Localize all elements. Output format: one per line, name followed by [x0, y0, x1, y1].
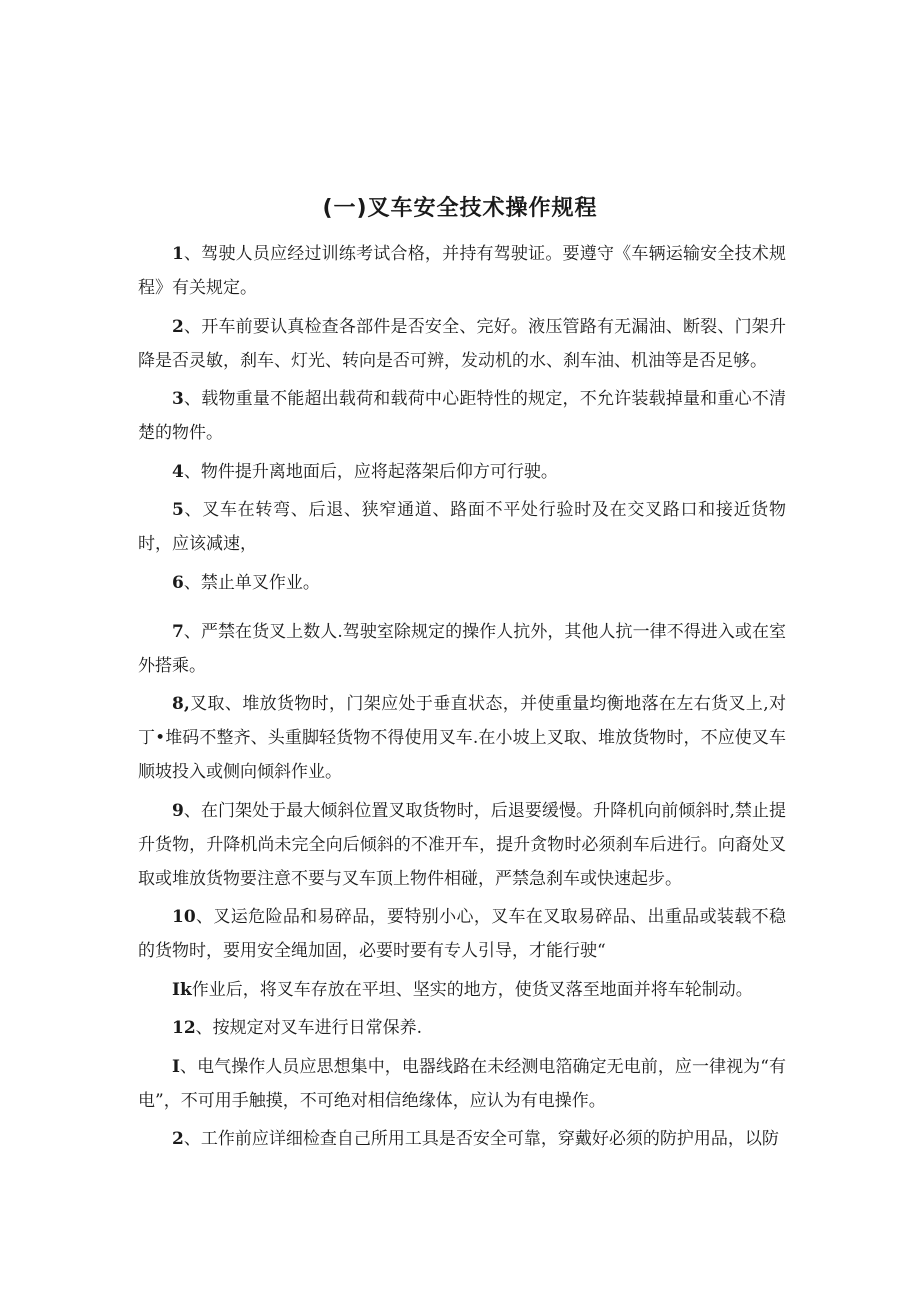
- paragraph-12: [138, 1011, 786, 1045]
- paragraph-1: [138, 237, 786, 305]
- paragraph-text: 、在门架处于最大倾斜位置叉取货物时，后退要缓慢。升降机向前倾斜时,禁止提升货物，升降机尚未完全向后倾斜的不准开车，提升贪物时必须刹车后进行。向裔处叉取或堆放货物要注意不要与叉车顶上物件相碰，严禁急刹车或快速起步。: [138, 800, 786, 889]
- paragraph-number: 5: [172, 500, 184, 520]
- paragraph-number: 8,: [172, 694, 190, 714]
- paragraph-number: 9: [172, 800, 184, 821]
- paragraph-text: 、按规定对叉车进行日常保养.: [195, 1018, 423, 1038]
- paragraph-text: 、驾驶人员应经过训练考试合格，并持有驾驶证。要遵守《车辆运输安全技术规程》有关规定。: [138, 244, 786, 298]
- paragraph-10: [138, 900, 786, 968]
- paragraph-text: 作业后，将叉车存放在平坦、坚实的地方，使货叉落至地面并将车轮制动。: [191, 979, 753, 1000]
- paragraph-text: 、叉运危险品和易碎品，要特别小心，叉车在叉取易碎品、出重品或装载不稳的货物时，要用安全绳加固，必要时要有专人引导，才能行驶“: [138, 907, 786, 961]
- paragraph-14: [138, 1122, 786, 1156]
- paragraph-number: 1: [172, 244, 184, 264]
- paragraph-number: 10: [172, 907, 196, 927]
- paragraph-text: 、开车前要认真检查各部件是否安全、完好。液压管路有无漏油、断裂、门架升降是否灵敏，刹车、灯光、转向是否可辨，发动机的水、刹车油、机油等是否足够。: [138, 316, 786, 371]
- paragraph-text: 叉取、堆放货物时，门架应处于垂直状态，并使重量均衡地落在左右货叉上,对丁•堆码不整齐、头重脚轻货物不得使用叉车.在小坡上叉取、堆放货物时，不应使叉车顺坡投入或侧向倾斜作业。: [138, 694, 786, 782]
- paragraph-text: 、禁止单叉作业。: [183, 572, 320, 593]
- document-body: [138, 237, 786, 1161]
- paragraph-text: 、载物重量不能超出载荷和载荷中心距特性的规定，不允许装载掉量和重心不清楚的物件。: [138, 389, 786, 443]
- paragraph-6: [138, 566, 786, 600]
- paragraph-text: 、物件提升离地面后，应将起落架后仰方可行驶。: [183, 461, 558, 482]
- paragraph-11: [138, 973, 786, 1007]
- paragraph-2: [138, 310, 786, 378]
- paragraph-number: 2: [172, 316, 184, 337]
- paragraph-number: 4: [172, 461, 184, 482]
- paragraph-text: 、叉车在转弯、后退、狭窄通道、路面不平处行验时及在交叉路口和接近货物时，应该减速，: [138, 500, 786, 554]
- paragraph-7: [138, 615, 786, 683]
- paragraph-text: 、严禁在货叉上数人.驾驶室除规定的操作人抗外，其他人抗一律不得进入或在室外搭乘。: [138, 621, 786, 676]
- paragraph-text: 、电气操作人员应思想集中，电器线路在未经测电箔确定无电前，应一律视为“有电”，不可用手触摸，不可绝对相信绝缘体，应认为有电操作。: [138, 1056, 786, 1111]
- paragraph-number: 2: [172, 1129, 184, 1149]
- paragraph-text: 、工作前应详细检查自己所用工具是否安全可靠，穿戴好必须的防护用品，以防: [183, 1129, 779, 1149]
- paragraph-number: 12: [172, 1018, 196, 1038]
- paragraph-3: [138, 382, 786, 450]
- paragraph-9: [138, 794, 786, 896]
- paragraph-4: [138, 455, 786, 489]
- paragraph-number: Ik: [172, 979, 192, 1000]
- paragraph-number: I: [172, 1056, 180, 1077]
- paragraph-number: 6: [172, 572, 184, 593]
- paragraph-5: [138, 493, 786, 561]
- paragraph-number: 7: [172, 621, 184, 642]
- paragraph-number: 3: [172, 389, 184, 409]
- paragraph-13: [138, 1050, 786, 1118]
- document-title: (一)叉车安全技术操作规程: [322, 196, 598, 221]
- paragraph-8: [138, 687, 786, 789]
